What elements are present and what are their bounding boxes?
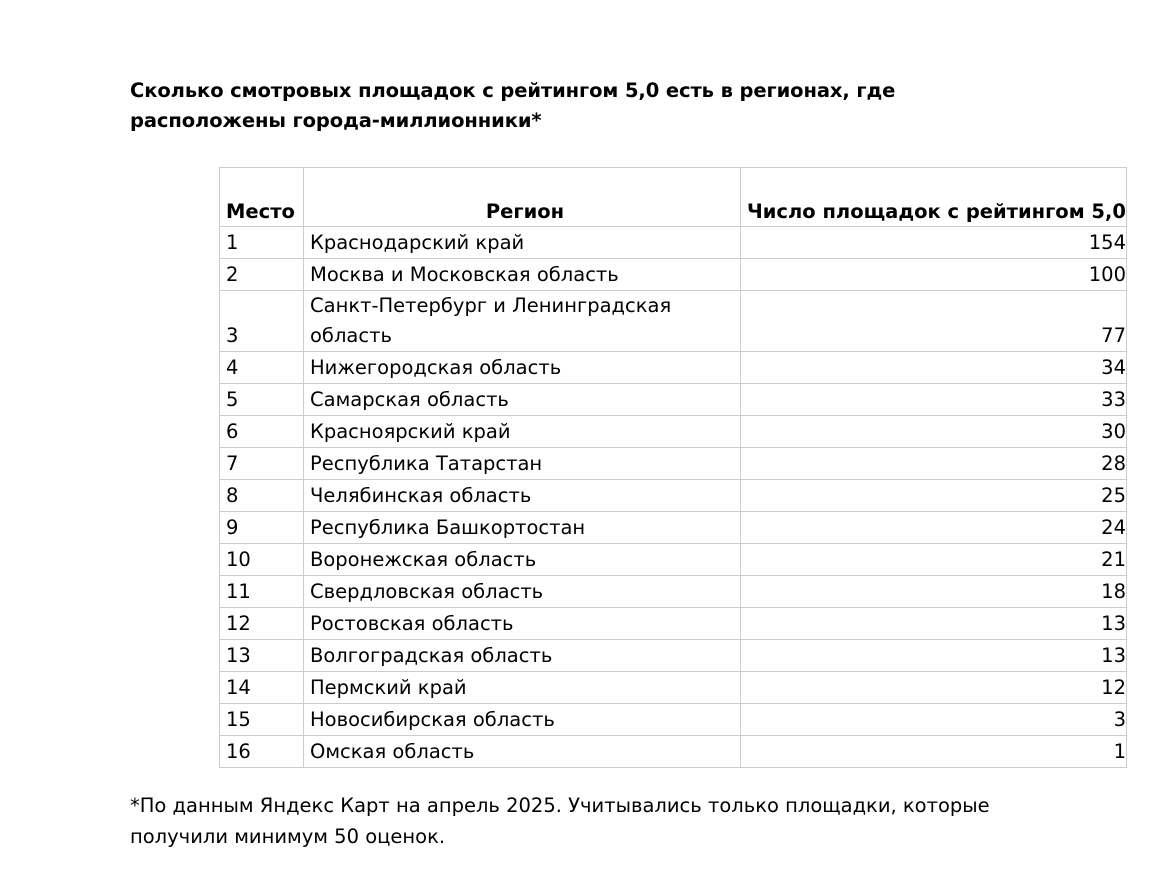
cell-count: 12 xyxy=(741,672,1127,704)
cell-place: 3 xyxy=(220,291,304,352)
cell-place: 2 xyxy=(220,259,304,291)
rating-table xyxy=(219,167,1127,768)
cell-region: Челябинская область xyxy=(304,480,741,512)
cell-region: Москва и Московская область xyxy=(304,259,741,291)
header-count: Число площадок с рейтингом 5,0 xyxy=(741,168,1127,227)
cell-place: 1 xyxy=(220,227,304,259)
table-row xyxy=(220,480,1127,512)
cell-count: 34 xyxy=(741,352,1127,384)
cell-count: 154 xyxy=(741,227,1127,259)
cell-count: 30 xyxy=(741,416,1127,448)
table-row xyxy=(220,259,1127,291)
table-row xyxy=(220,544,1127,576)
cell-place: 7 xyxy=(220,448,304,480)
table-row xyxy=(220,640,1127,672)
cell-region: Нижегородская область xyxy=(304,352,741,384)
cell-place: 8 xyxy=(220,480,304,512)
table-row xyxy=(220,704,1127,736)
cell-region: Омская область xyxy=(304,736,741,768)
cell-count: 100 xyxy=(741,259,1127,291)
table-row xyxy=(220,352,1127,384)
table-row xyxy=(220,512,1127,544)
cell-region: Свердловская область xyxy=(304,576,741,608)
header-region: Регион xyxy=(304,168,741,227)
cell-count: 24 xyxy=(741,512,1127,544)
cell-count: 28 xyxy=(741,448,1127,480)
cell-place: 9 xyxy=(220,512,304,544)
table-row xyxy=(220,736,1127,768)
cell-place: 11 xyxy=(220,576,304,608)
cell-region: Волгоградская область xyxy=(304,640,741,672)
footnote: *По данным Яндекс Карт на апрель 2025. Учитывались только площадки, которые получили минимум 50 оценок. xyxy=(130,794,990,848)
header-row xyxy=(220,168,1127,227)
page-title: Сколько смотровых площадок с рейтингом 5,0 есть в регионах, где расположены города-миллионники* xyxy=(130,79,896,132)
cell-region: Красноярский край xyxy=(304,416,741,448)
table-row xyxy=(220,384,1127,416)
cell-count: 13 xyxy=(741,640,1127,672)
table-row xyxy=(220,576,1127,608)
cell-region: Республика Башкортостан xyxy=(304,512,741,544)
table-row xyxy=(220,291,1127,352)
cell-region: Самарская область xyxy=(304,384,741,416)
cell-count: 33 xyxy=(741,384,1127,416)
cell-region: Республика Татарстан xyxy=(304,448,741,480)
table-row xyxy=(220,416,1127,448)
cell-region: Пермский край xyxy=(304,672,741,704)
table-header xyxy=(220,168,1127,227)
cell-place: 15 xyxy=(220,704,304,736)
cell-count: 77 xyxy=(741,291,1127,352)
cell-region: Санкт-Петербург и Ленинградская область xyxy=(304,291,741,352)
cell-place: 16 xyxy=(220,736,304,768)
cell-region: Ростовская область xyxy=(304,608,741,640)
header-place: Место xyxy=(220,168,304,227)
table-row xyxy=(220,608,1127,640)
cell-region: Воронежская область xyxy=(304,544,741,576)
cell-region: Новосибирская область xyxy=(304,704,741,736)
cell-place: 10 xyxy=(220,544,304,576)
table-row xyxy=(220,672,1127,704)
cell-place: 4 xyxy=(220,352,304,384)
cell-place: 14 xyxy=(220,672,304,704)
cell-place: 13 xyxy=(220,640,304,672)
cell-count: 18 xyxy=(741,576,1127,608)
cell-place: 6 xyxy=(220,416,304,448)
cell-place: 12 xyxy=(220,608,304,640)
table-row xyxy=(220,227,1127,259)
cell-count: 3 xyxy=(741,704,1127,736)
cell-place: 5 xyxy=(220,384,304,416)
cell-count: 13 xyxy=(741,608,1127,640)
cell-count: 25 xyxy=(741,480,1127,512)
cell-region: Краснодарский край xyxy=(304,227,741,259)
cell-count: 1 xyxy=(741,736,1127,768)
table-body xyxy=(220,227,1127,768)
cell-count: 21 xyxy=(741,544,1127,576)
table-row xyxy=(220,448,1127,480)
